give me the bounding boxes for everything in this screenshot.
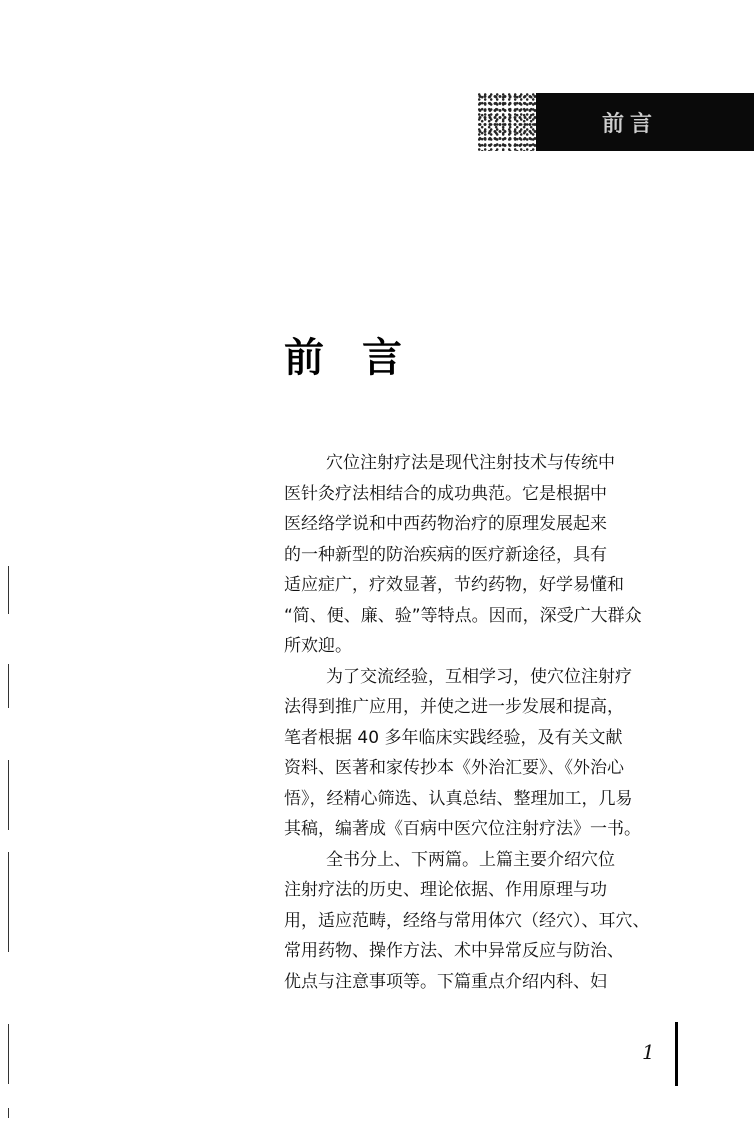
text-line: 法得到推广应用，并使之进一步发展和提高，: [284, 697, 624, 717]
scan-edge-line: [8, 760, 9, 830]
scan-edge-line: [8, 566, 9, 614]
text-line: 资料、医著和家传抄本《外治汇要》、《外治心: [284, 758, 624, 778]
scan-edge-line: [8, 1108, 9, 1118]
text-line: 为了交流经验，互相学习，使穴位注射疗: [326, 666, 632, 687]
text-line: 注射疗法的历史、理论依据、作用原理与功: [284, 880, 607, 900]
text-line: 全书分上、下两篇。上篇主要介绍穴位: [326, 849, 615, 870]
scan-edge-line: [8, 664, 9, 708]
text-line: 常用药物、操作方法、术中异常反应与防治、: [284, 941, 624, 961]
header-section-label: 前言: [602, 111, 659, 137]
page-number-rule: [675, 1022, 678, 1086]
scan-edge-line: [8, 1024, 9, 1084]
text-line: 适应症广，疗效显著，节约药物，好学易懂和: [284, 575, 624, 595]
text-line: “简、便、廉、验”等特点。因而，深受广大群众: [284, 605, 642, 626]
text-line: 所欢迎。: [284, 636, 352, 656]
text-line: 笔者根据 40 多年临床实践经验，及有关文献: [284, 727, 623, 748]
section-header-tab: [478, 93, 754, 151]
text-line: 用，适应范畴，经络与常用体穴（经穴）、耳穴、: [284, 910, 650, 931]
text-line: 穴位注射疗法是现代注射技术与传统中: [326, 453, 615, 473]
page-title: 前言: [284, 334, 440, 381]
body-text: [284, 448, 684, 997]
text-line: 医经络学说和中西药物治疗的原理发展起来: [284, 514, 607, 534]
scan-edge-line: [8, 852, 9, 952]
text-line: 悟》，经精心筛选、认真总结、整理加工，几易: [284, 788, 633, 809]
text-line: 其稿，编著成《百病中医穴位注射疗法》一书。: [284, 819, 641, 839]
page-number: 1: [642, 1040, 655, 1064]
text-line: 的一种新型的防治疾病的医疗新途径，具有: [284, 544, 607, 565]
text-line: 医针灸疗法相结合的成功典范。它是根据中: [284, 483, 607, 504]
text-line: 优点与注意事项等。下篇重点介绍内科、妇: [284, 971, 607, 992]
